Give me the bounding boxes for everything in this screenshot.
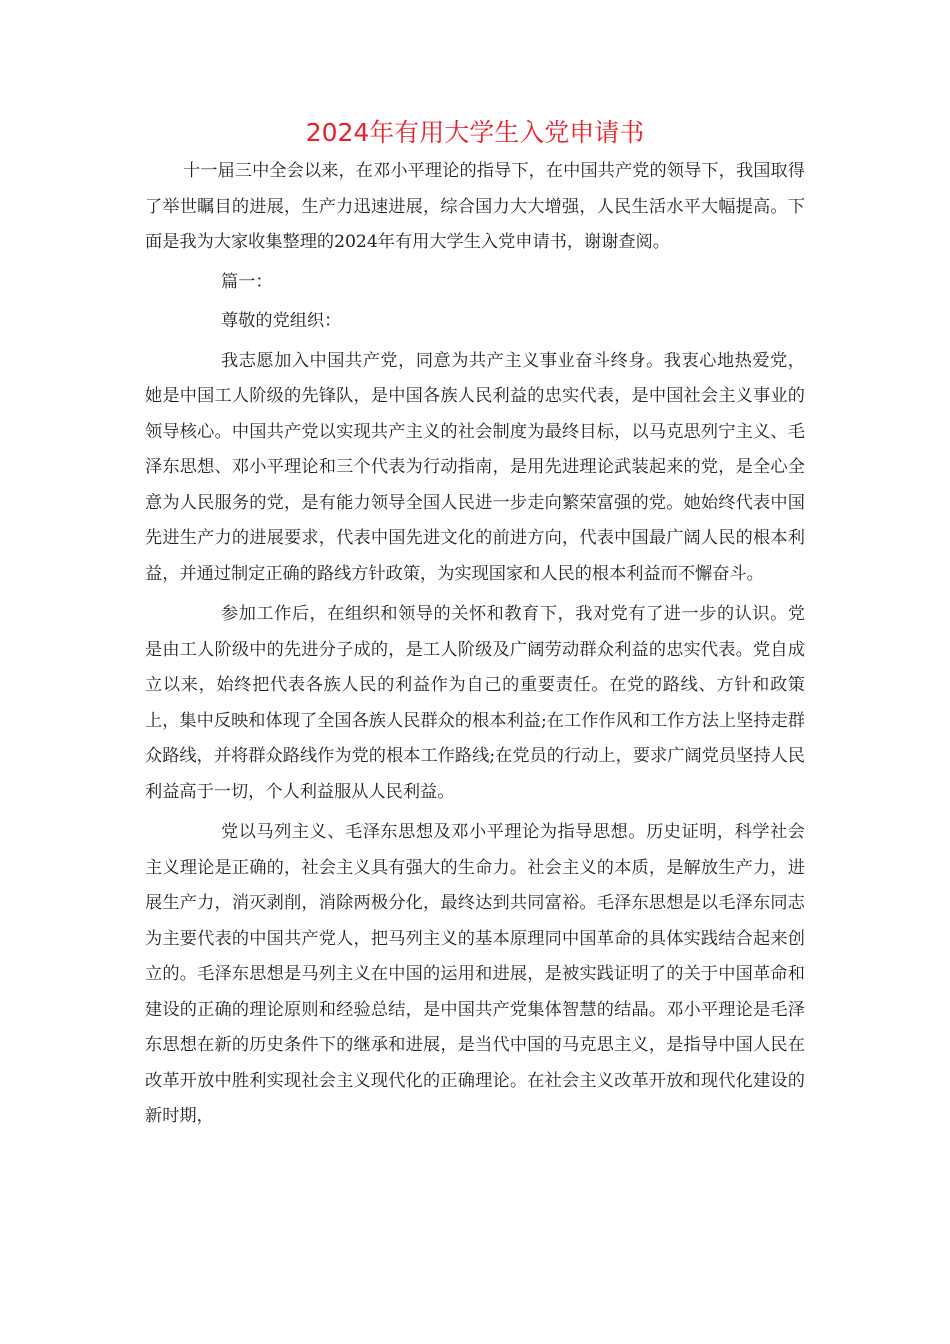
document-title: 2024年有用大学生入党申请书 (305, 118, 645, 147)
salutation: 尊敬的党组织： (221, 311, 342, 331)
section-label: 篇一： (221, 271, 273, 292)
body-paragraph-2: 参加工作后，在组织和领导的关怀和教育下，我对党有了进一步的认识。党是由工人阶级中的先进分子成的，是工人阶级及广阔劳动群众利益的忠实代表。党自成立以来，始终把代表各族人民的利益作为自己的重要责任。在党的路线、方针和政策上，集中反映和体现了全国各族人民群众的根本利益;在工作作风和工作方法上坚持走群众路线，并将群众路线作为党的根本工作路线;在党员的行动上，要求广阔党员坚持人民利益高于一切，个人利益服从人民利益。 (145, 604, 805, 802)
document-body (145, 154, 805, 1135)
intro-paragraph: 十一届三中全会以来，在邓小平理论的指导下，在中国共产党的领导下，我国取得了举世瞩目的进展，生产力迅速进展，综合国力大大增强，人民生活水平大幅提高。下面是我为大家收集整理的2024年有用大学生入党申请书，谢谢查阅。 (145, 161, 805, 252)
body-paragraph-1: 我志愿加入中国共产党，同意为共产主义事业奋斗终身。我衷心地热爱党，她是中国工人阶级的先锋队，是中国各族人民利益的忠实代表，是中国社会主义事业的领导核心。中国共产党以实现共产主义的社会制度为最终目标，以马克思列宁主义、毛泽东思想、邓小平理论和三个代表为行动指南，是用先进理论武装起来的党，是全心全意为人民服务的党，是有能力领导全国人民进一步走向繁荣富强的党。她始终代表中国先进生产力的进展要求，代表中国先进文化的前进方向，代表中国最广阔人民的根本利益，并通过制定正确的路线方针政策，为实现国家和人民的根本利益而不懈奋斗。 (145, 350, 805, 584)
body-paragraph-3: 党以马列主义、毛泽东思想及邓小平理论为指导思想。历史证明，科学社会主义理论是正确的，社会主义具有强大的生命力。社会主义的本质，是解放生产力，进展生产力，消灭剥削，消除两极分化，最终达到共同富裕。毛泽东思想是以毛泽东同志为主要代表的中国共产党人，把马列主义的基本原理同中国革命的具体实践结合起来创立的。毛泽东思想是马列主义在中国的运用和进展，是被实践证明了的关于中国革命和建设的正确的理论原则和经验总结，是中国共产党集体智慧的结晶。邓小平理论是毛泽东思想在新的历史条件下的继承和进展，是当代中国的马克思主义，是指导中国人民在改革开放中胜利实现社会主义现代化的正确理论。在社会主义改革开放和现代化建设的新时期， (145, 822, 805, 1126)
